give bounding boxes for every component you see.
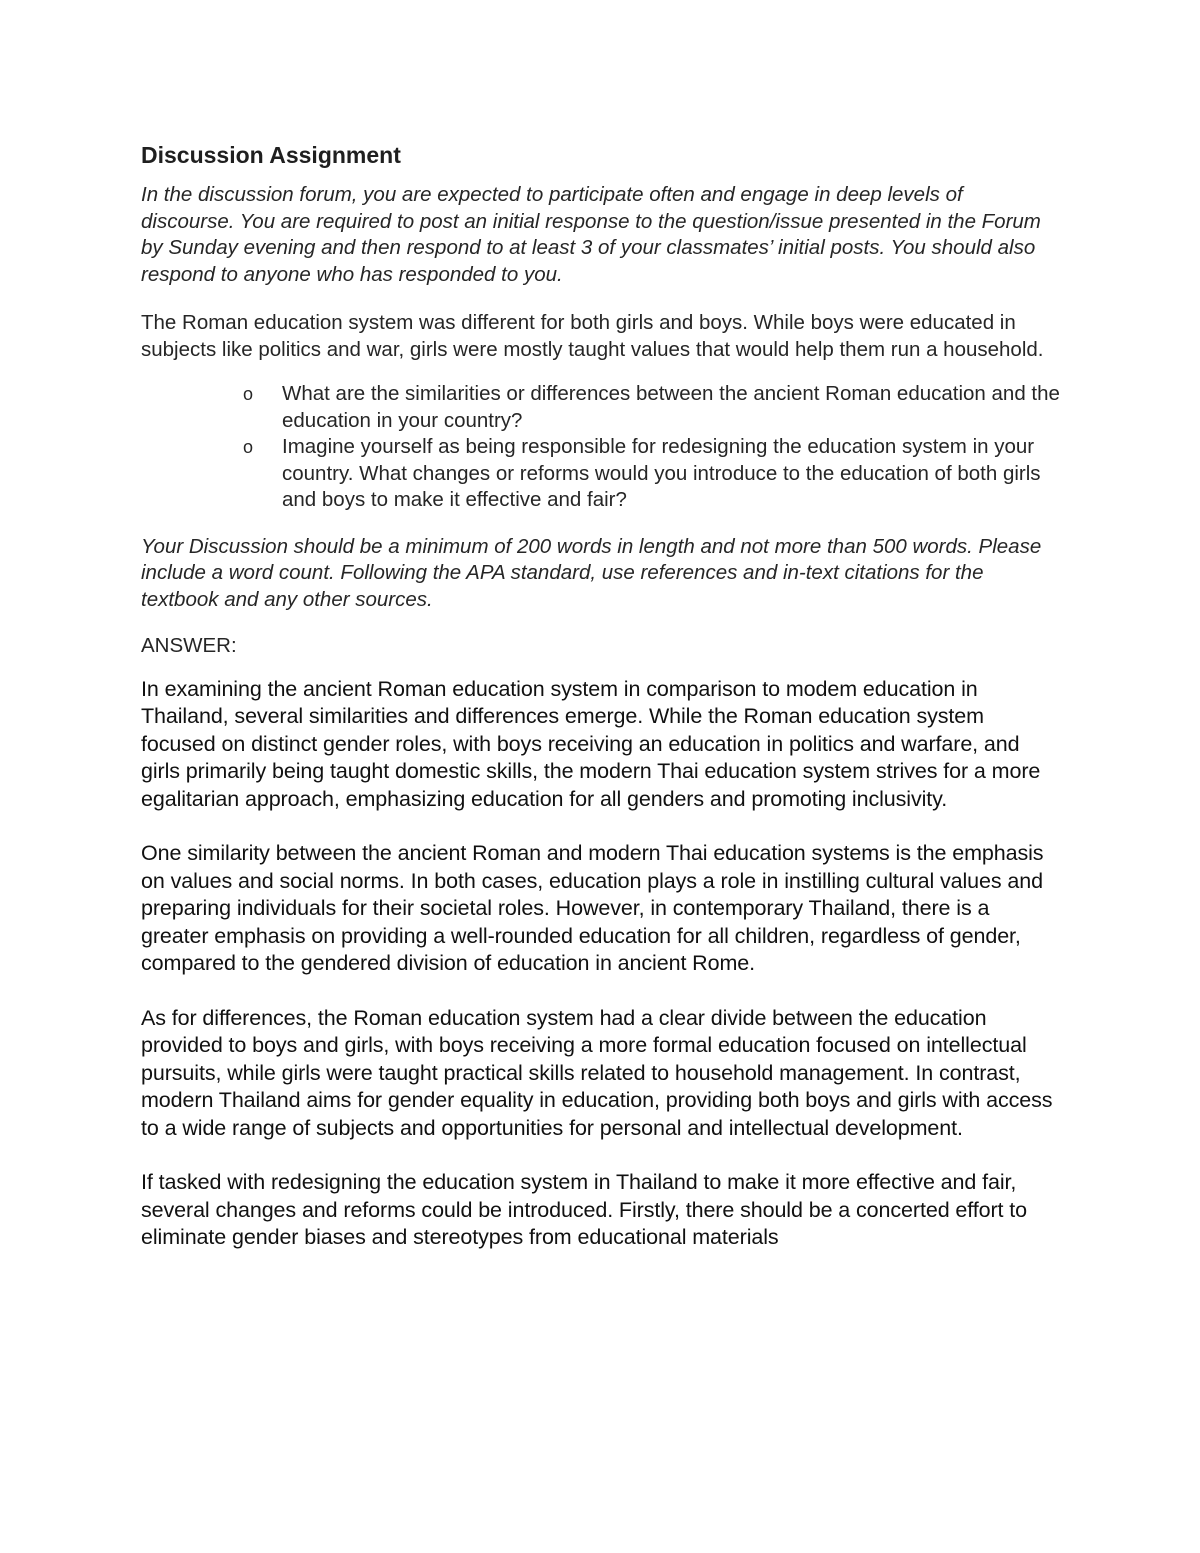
bullet-icon: o — [243, 437, 254, 457]
answer-paragraph: If tasked with redesigning the education system in Thailand to make it more effective and fair, several changes and reforms could be introduced. Firstly, there should be a concerted effort to eliminate gender biases and stereotypes from educational materials — [141, 1170, 1028, 1249]
question-text: Imagine yourself as being responsible for redesigning the education system in your country. What changes or reforms would you introduce to the education of both girls and boys to make it effective and fair? — [282, 435, 1041, 511]
answer-paragraph: One similarity between the ancient Roman and modern Thai education systems is the emphasis on values and social norms. In both cases, education plays a role in instilling cultural values and preparing individuals for their societal roles. However, in contemporary Thailand, there is a greater emphasis on providing a well-rounded education for all children, regardless of gender, compared to the gendered division of education in ancient Rome. — [141, 841, 1044, 975]
question-text: What are the similarities or differences between the ancient Roman education and the education in your country? — [282, 382, 1060, 432]
page-title: Discussion Assignment — [141, 142, 401, 168]
answer-paragraph: In examining the ancient Roman education system in comparison to modem education in Thailand, several similarities and differences emerge. While the Roman education system focused on distinct gender roles, with boys receiving an education in politics and warfare, and girls primarily being taught domestic skills, the modern Thai education system strives for a more egalitarian approach, emphasizing education for all genders and promoting inclusivity. — [141, 676, 1041, 811]
answer-label: ANSWER: — [141, 634, 237, 657]
answer-paragraph: As for differences, the Roman education system had a clear divide between the education provided to boys and girls, with boys receiving a more formal education focused on intellectual pursuits, while girls were taught practical skills related to household management. In contrast, modern Thailand aims for gender equality in education, providing both boys and girls with access to a wide range of subjects and opportunities for personal and intellectual development. — [141, 1005, 1053, 1140]
discussion-prompt: The Roman education system was different for both girls and boys. While boys were educated in subjects like politics and war, girls were mostly taught values that would help them run a household. — [141, 311, 1044, 361]
word-count-requirements: Your Discussion should be a minimum of 200 words in length and not more than 500 words. Please include a word count. Following the APA standard, use references and in-text citations for the textbook and any other sources. — [141, 534, 1042, 611]
bullet-icon: o — [243, 384, 254, 404]
assignment-instructions: In the discussion forum, you are expected to participate often and engage in deep levels of discourse. You are required to post an initial response to the question/issue presented in the Forum by Sunday evening and then respond to at least 3 of your classmates’ initial posts. You should also respond to anyone who has responded to you. — [141, 183, 1041, 286]
question-list — [141, 381, 1061, 514]
question-item — [243, 434, 1061, 514]
document-page — [141, 138, 1061, 1279]
question-item — [243, 381, 1061, 434]
